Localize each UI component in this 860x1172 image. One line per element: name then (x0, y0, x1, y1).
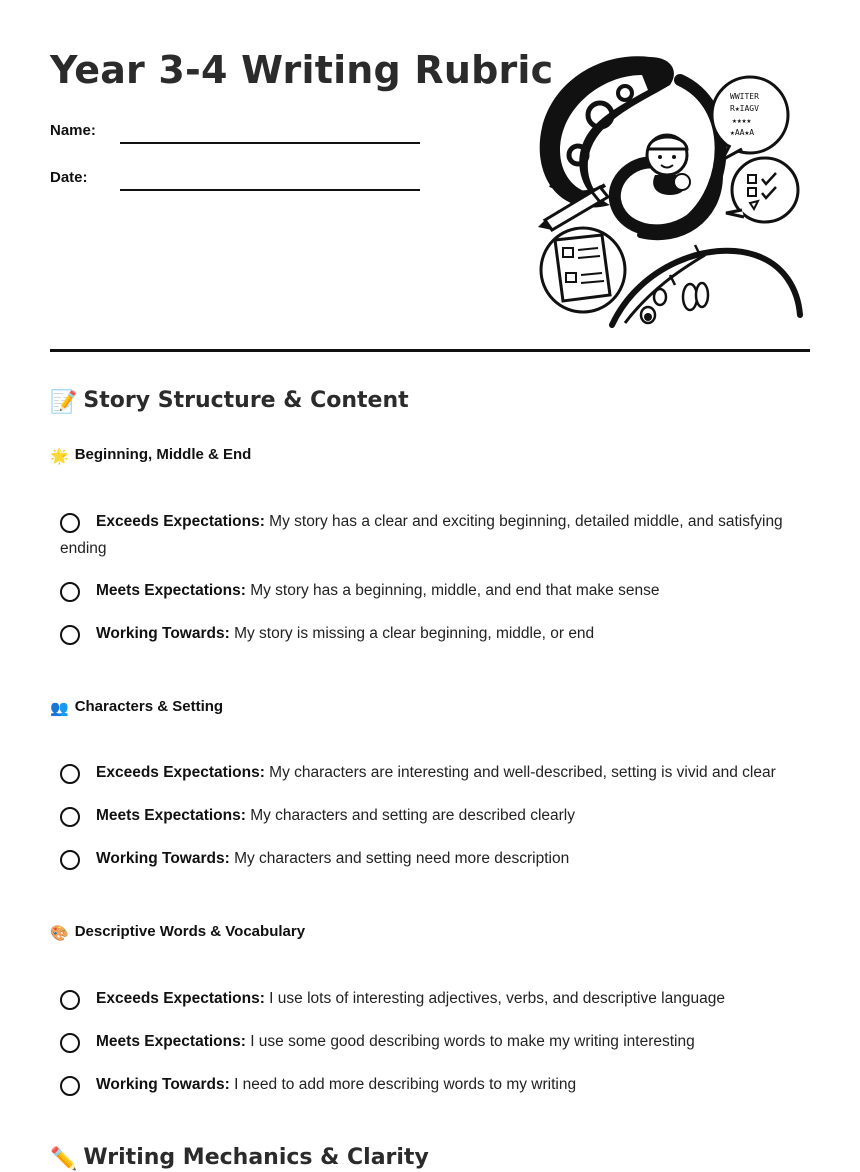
level-label: Meets Expectations: (96, 807, 246, 824)
rubric-item (60, 620, 810, 647)
bubble-text-line-4: ★AA★A (730, 128, 755, 137)
level-description: I need to add more describing words to my writing (229, 1076, 577, 1093)
radio-working-towards[interactable] (60, 1076, 80, 1096)
rubric-item (60, 759, 810, 786)
rubric-item (60, 845, 810, 872)
level-label: Exceeds Expectations: (96, 764, 265, 781)
level-description: My characters are interesting and well-described, setting is vivid and clear (264, 764, 776, 781)
rubric-item (60, 985, 810, 1012)
child-writer-icon (647, 135, 690, 195)
level-description: My story has a beginning, middle, and end that make sense (245, 582, 660, 599)
radio-working-towards[interactable] (60, 625, 80, 645)
rubric-item (60, 508, 810, 562)
level-description: My story is missing a clear beginning, middle, or end (229, 625, 595, 642)
writing-illustration (530, 45, 810, 335)
level-description: My story has a clear and exciting beginning, detailed middle, and satisfying ending (60, 513, 783, 557)
rubric-item (60, 802, 810, 829)
memo-icon: 📝 (50, 390, 78, 415)
people-icon: 👥 (50, 700, 69, 717)
palette-icon: 🎨 (50, 925, 69, 942)
worksheet-icon (541, 228, 625, 312)
pencil-emoji-icon: ✏️ (50, 1147, 78, 1172)
category-descriptive-words (50, 923, 305, 942)
level-description: I use lots of interesting adjectives, verbs, and descriptive language (264, 990, 725, 1007)
footprints-icon (612, 245, 800, 325)
rubric-item (60, 1028, 810, 1055)
level-label: Meets Expectations: (96, 582, 246, 599)
radio-exceeds[interactable] (60, 764, 80, 784)
rubric-item (60, 1071, 810, 1098)
level-label: Exceeds Expectations: (96, 990, 265, 1007)
radio-exceeds[interactable] (60, 990, 80, 1010)
category-beginning-middle-end (50, 446, 251, 465)
bubble-text-line-3: ★★★★ (732, 116, 752, 125)
level-label: Working Towards: (96, 850, 230, 867)
radio-working-towards[interactable] (60, 850, 80, 870)
level-label: Exceeds Expectations: (96, 513, 265, 530)
bubble-text-line-2: R★IAGV (730, 104, 759, 113)
level-description: My characters and setting are described clearly (245, 807, 575, 824)
section-title-text: Story Structure & Content (83, 388, 409, 413)
date-line[interactable] (120, 189, 420, 191)
date-label: Date: (50, 169, 88, 186)
name-line[interactable] (120, 142, 420, 144)
level-description: My characters and setting need more description (229, 850, 570, 867)
radio-meets[interactable] (60, 807, 80, 827)
checklist-bubble-icon (726, 158, 798, 222)
radio-exceeds[interactable] (60, 513, 80, 533)
category-title: Beginning, Middle & End (74, 446, 252, 463)
radio-meets[interactable] (60, 1033, 80, 1053)
rubric-item (60, 577, 810, 604)
name-label: Name: (50, 122, 96, 139)
page-title: Year 3-4 Writing Rubric (50, 48, 554, 92)
bubble-text-line-1: WWITER (730, 92, 759, 101)
section-title-story-structure (50, 388, 409, 415)
section-title-writing-mechanics (50, 1145, 429, 1172)
level-description: I use some good describing words to make my writing interesting (245, 1033, 695, 1050)
category-title: Characters & Setting (74, 698, 224, 715)
star-icon: 🌟 (50, 448, 69, 465)
header-divider (50, 349, 810, 352)
level-label: Working Towards: (96, 625, 230, 642)
level-label: Meets Expectations: (96, 1033, 246, 1050)
level-label: Working Towards: (96, 1076, 230, 1093)
category-title: Descriptive Words & Vocabulary (74, 923, 306, 940)
section-title-text: Writing Mechanics & Clarity (83, 1145, 429, 1170)
category-characters-setting (50, 698, 223, 717)
radio-meets[interactable] (60, 582, 80, 602)
